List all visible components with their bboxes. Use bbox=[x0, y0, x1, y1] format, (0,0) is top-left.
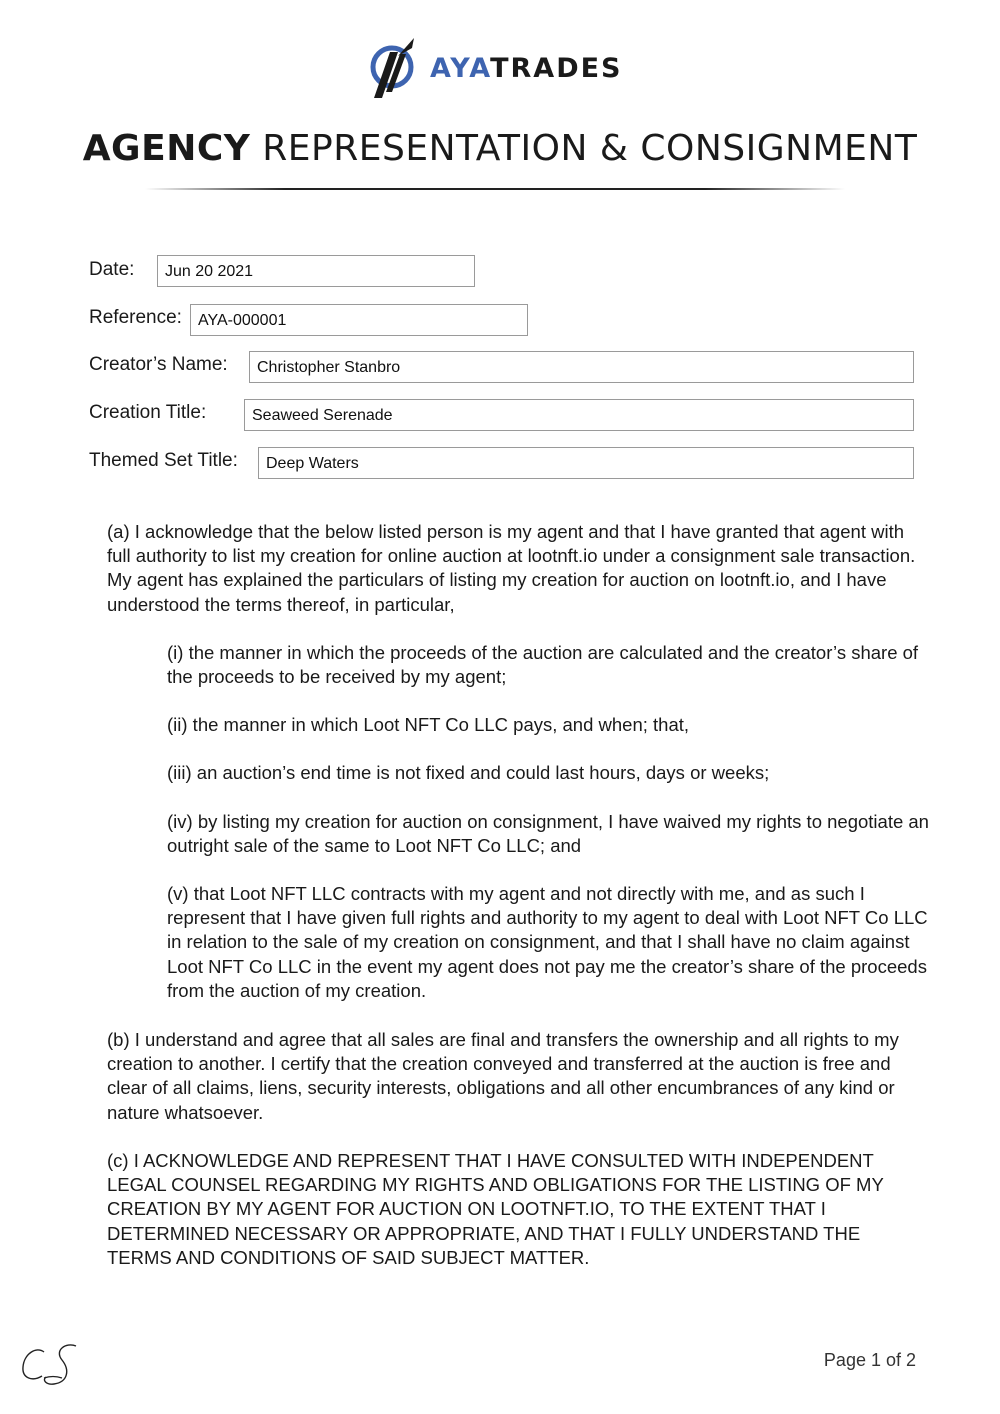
reference-label: Reference: bbox=[89, 307, 182, 328]
creator-name-field[interactable]: Christopher Stanbro bbox=[249, 351, 914, 383]
creation-title-field[interactable]: Seaweed Serenade bbox=[244, 399, 914, 431]
themed-set-title-field[interactable]: Deep Waters bbox=[258, 447, 914, 479]
brand-wordmark bbox=[430, 53, 623, 84]
signature-icon bbox=[18, 1340, 88, 1390]
title-divider bbox=[145, 188, 845, 190]
clause-v: (v) that Loot NFT LLC contracts with my agent and not directly with me, and as such I represent that I have given full rights and authority to my agent to deal with Loot NFT Co LLC in relation to the sale of my creation on consignment, and that I shall have no claim against Loot NFT Co LLC in the event my agent does not pay me the creator’s share of the proceeds from the auction of my creation. bbox=[167, 883, 928, 1001]
document-title-rest: REPRESENTATION & CONSIGNMENT bbox=[262, 128, 918, 169]
ayatrades-logo-icon bbox=[368, 34, 420, 102]
brand-name-part1: AYA bbox=[430, 52, 491, 84]
clause-ii: (ii) the manner in which Loot NFT Co LLC pays, and when; that, bbox=[167, 714, 690, 735]
creator-name-label: Creator’s Name: bbox=[89, 354, 228, 375]
clause-b: (b) I understand and agree that all sales are final and transfers the ownership and all rights to my creation to another. I certify that the creation conveyed and transferred at the auction is free and clear of all claims, liens, security interests, obligations and all other encumbrances of any kind or nature whatsoever. bbox=[107, 1029, 899, 1123]
clause-i: (i) the manner in which the proceeds of the auction are calculated and the creator’s share of the proceeds to be received by my agent; bbox=[167, 642, 919, 688]
document-title bbox=[0, 128, 1000, 169]
brand-name-part2: TRADES bbox=[490, 52, 623, 84]
themed-set-title-label: Themed Set Title: bbox=[89, 450, 238, 471]
reference-field[interactable]: AYA-000001 bbox=[190, 304, 528, 336]
document-title-bold: AGENCY bbox=[82, 128, 251, 169]
initials-signature bbox=[18, 1340, 88, 1395]
clause-iii: (iii) an auction’s end time is not fixed and could last hours, days or weeks; bbox=[167, 762, 770, 783]
clause-c: (c) I ACKNOWLEDGE AND REPRESENT THAT I HAVE CONSULTED WITH INDEPENDENT LEGAL COUNSEL REGARDING MY RIGHTS AND OBLIGATIONS FOR THE LISTING OF MY CREATION BY MY AGENT FOR AUCTION ON LOOTNFT.IO, TO THE EXTENT THAT I DETERMINED NECESSARY OR APPROPRIATE, AND THAT I FULLY UNDERSTAND THE TERMS AND CONDITIONS OF SAID SUBJECT MATTER. bbox=[107, 1150, 884, 1268]
clause-a: (a) I acknowledge that the below listed person is my agent and that I have granted that agent with full authority to list my creation for online auction at lootnft.io under a consignment sale transaction. My agent has explained the particulars of listing my creation for auction on lootnft.io, and I have understood the terms thereof, in particular, bbox=[107, 521, 916, 615]
page-number: Page 1 of 2 bbox=[823, 1350, 916, 1370]
clause-iv: (iv) by listing my creation for auction on consignment, I have waived my rights to negotiate an outright sale of the same to Loot NFT Co LLC; and bbox=[167, 811, 929, 857]
brand-logo bbox=[368, 34, 623, 102]
date-label: Date: bbox=[89, 259, 135, 280]
creation-title-label: Creation Title: bbox=[89, 402, 207, 423]
date-field[interactable]: Jun 20 2021 bbox=[157, 255, 475, 287]
